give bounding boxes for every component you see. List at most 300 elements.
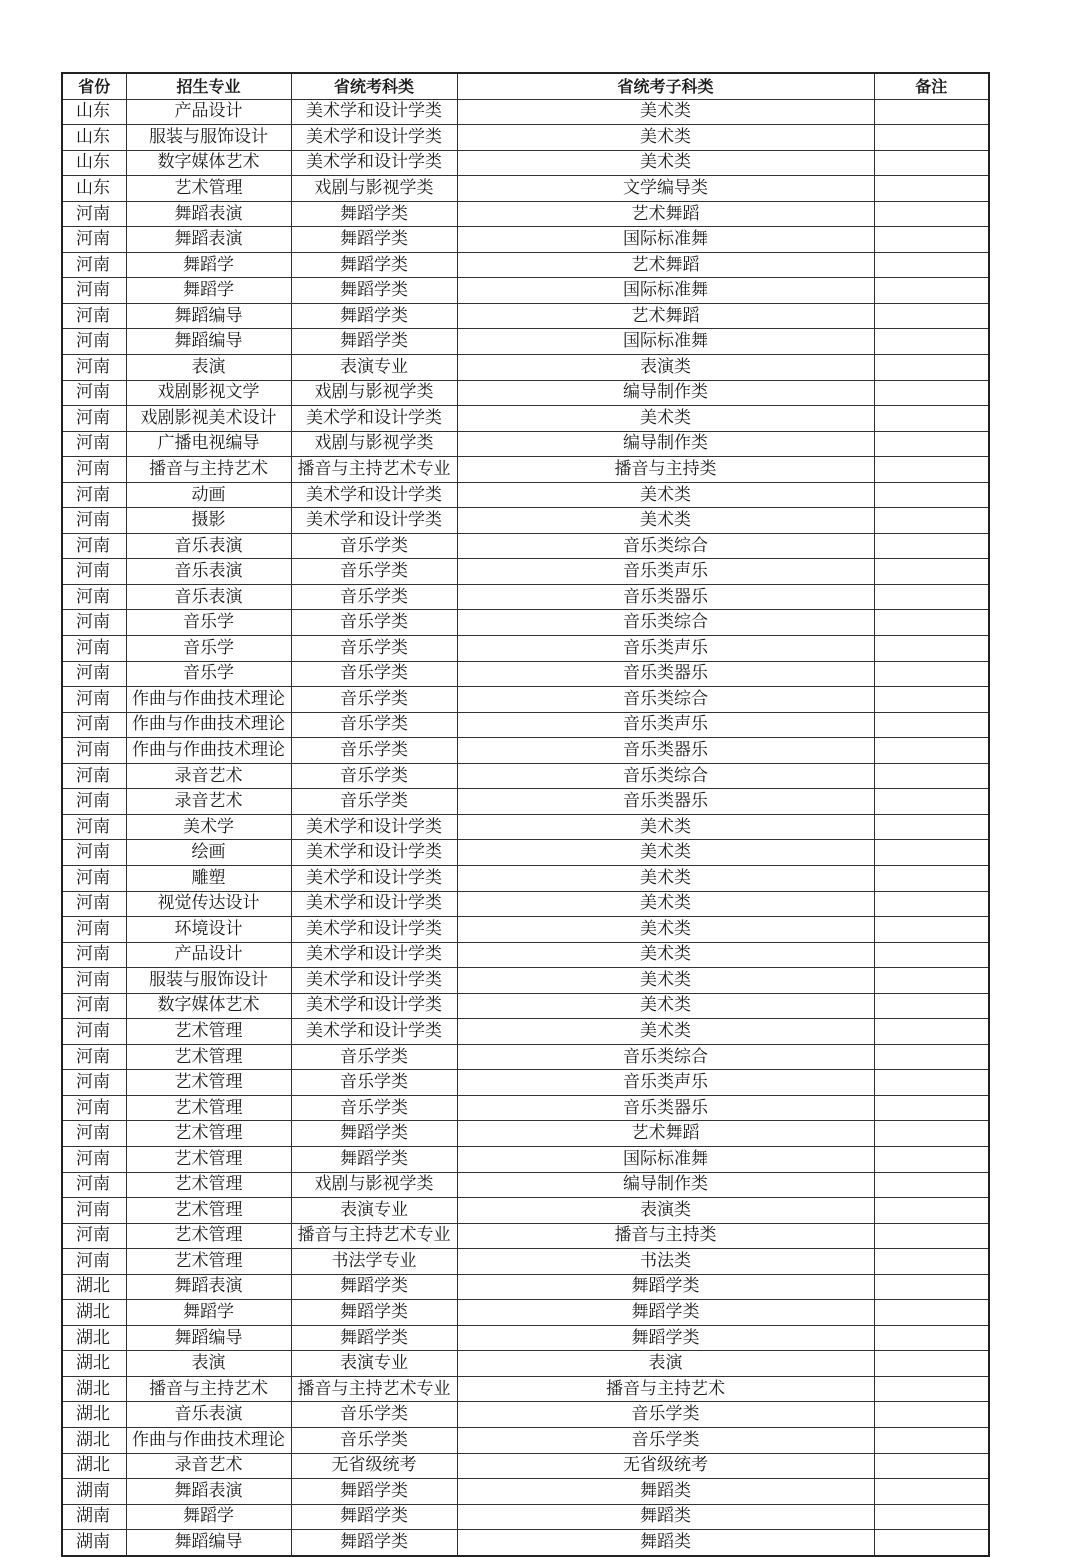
major-cell: 舞蹈表演 (126, 1479, 291, 1505)
exam-category-cell: 表演专业 (291, 1351, 457, 1377)
exam-category-cell: 戏剧与影视学类 (291, 431, 457, 457)
remarks-cell (874, 610, 989, 636)
exam-category-cell: 舞蹈学类 (291, 303, 457, 329)
exam-category-cell: 美术学和设计学类 (291, 814, 457, 840)
exam-subcategory-cell: 美术类 (457, 150, 874, 176)
exam-category-cell: 美术学和设计学类 (291, 482, 457, 508)
table-row (62, 917, 989, 943)
major-cell: 艺术管理 (126, 176, 291, 202)
table-row (62, 712, 989, 738)
remarks-cell (874, 891, 989, 917)
table-row (62, 457, 989, 483)
province-cell: 河南 (62, 252, 126, 278)
remarks-cell (874, 738, 989, 764)
table-row (62, 303, 989, 329)
major-cell: 音乐学 (126, 661, 291, 687)
table-row (62, 1070, 989, 1096)
province-cell: 河南 (62, 533, 126, 559)
major-cell: 作曲与作曲技术理论 (126, 1427, 291, 1453)
exam-subcategory-cell: 国际标准舞 (457, 227, 874, 253)
remarks-cell (874, 917, 989, 943)
exam-subcategory-cell: 音乐类器乐 (457, 789, 874, 815)
remarks-cell (874, 508, 989, 534)
exam-category-cell: 音乐学类 (291, 712, 457, 738)
table-row (62, 1198, 989, 1224)
province-cell: 河南 (62, 687, 126, 713)
remarks-cell (874, 840, 989, 866)
province-cell: 河南 (62, 1223, 126, 1249)
major-cell: 戏剧影视美术设计 (126, 406, 291, 432)
province-cell: 山东 (62, 99, 126, 125)
province-cell: 河南 (62, 891, 126, 917)
major-cell: 绘画 (126, 840, 291, 866)
exam-subcategory-cell: 美术类 (457, 942, 874, 968)
remarks-cell (874, 1427, 989, 1453)
table-row (62, 431, 989, 457)
table-row (62, 968, 989, 994)
remarks-cell (874, 278, 989, 304)
remarks-cell (874, 1453, 989, 1479)
header-major: 招生专业 (126, 73, 291, 99)
table-row (62, 610, 989, 636)
exam-category-cell: 舞蹈学类 (291, 1300, 457, 1326)
exam-subcategory-cell: 书法类 (457, 1249, 874, 1275)
table-row (62, 1479, 989, 1505)
major-cell: 美术学 (126, 814, 291, 840)
remarks-cell (874, 1325, 989, 1351)
remarks-cell (874, 482, 989, 508)
table-row (62, 278, 989, 304)
exam-category-cell: 舞蹈学类 (291, 1121, 457, 1147)
exam-subcategory-cell: 编导制作类 (457, 380, 874, 406)
header-province: 省份 (62, 73, 126, 99)
table-row (62, 559, 989, 585)
major-cell: 舞蹈编导 (126, 329, 291, 355)
exam-category-cell: 舞蹈学类 (291, 1479, 457, 1505)
province-cell: 湖北 (62, 1325, 126, 1351)
remarks-cell (874, 380, 989, 406)
exam-subcategory-cell: 美术类 (457, 508, 874, 534)
major-cell: 舞蹈编导 (126, 1530, 291, 1556)
major-cell: 作曲与作曲技术理论 (126, 712, 291, 738)
exam-category-cell: 音乐学类 (291, 1070, 457, 1096)
province-cell: 河南 (62, 1121, 126, 1147)
exam-category-cell: 音乐学类 (291, 636, 457, 662)
table-row (62, 738, 989, 764)
province-cell: 河南 (62, 1146, 126, 1172)
remarks-cell (874, 687, 989, 713)
table-row (62, 201, 989, 227)
province-cell: 河南 (62, 201, 126, 227)
exam-category-cell: 播音与主持艺术专业 (291, 1376, 457, 1402)
exam-subcategory-cell: 舞蹈类 (457, 1479, 874, 1505)
major-cell: 艺术管理 (126, 1172, 291, 1198)
exam-category-cell: 播音与主持艺术专业 (291, 457, 457, 483)
table-row (62, 636, 989, 662)
exam-category-cell: 美术学和设计学类 (291, 942, 457, 968)
major-cell: 舞蹈学 (126, 1300, 291, 1326)
remarks-cell (874, 661, 989, 687)
major-cell: 艺术管理 (126, 1044, 291, 1070)
exam-category-cell: 舞蹈学类 (291, 1504, 457, 1530)
major-cell: 数字媒体艺术 (126, 993, 291, 1019)
province-cell: 河南 (62, 584, 126, 610)
major-cell: 产品设计 (126, 942, 291, 968)
remarks-cell (874, 431, 989, 457)
exam-subcategory-cell: 艺术舞蹈 (457, 1121, 874, 1147)
province-cell: 河南 (62, 303, 126, 329)
exam-subcategory-cell: 美术类 (457, 917, 874, 943)
major-cell: 舞蹈编导 (126, 1325, 291, 1351)
remarks-cell (874, 1274, 989, 1300)
exam-category-cell: 美术学和设计学类 (291, 865, 457, 891)
table-row (62, 814, 989, 840)
remarks-cell (874, 636, 989, 662)
remarks-cell (874, 1198, 989, 1224)
table-row (62, 687, 989, 713)
major-cell: 舞蹈表演 (126, 1274, 291, 1300)
province-cell: 湖北 (62, 1351, 126, 1377)
exam-category-cell: 美术学和设计学类 (291, 840, 457, 866)
province-cell: 山东 (62, 176, 126, 202)
exam-category-cell: 无省级统考 (291, 1453, 457, 1479)
table-row (62, 942, 989, 968)
exam-subcategory-cell: 美术类 (457, 865, 874, 891)
remarks-cell (874, 993, 989, 1019)
remarks-cell (874, 1070, 989, 1096)
major-cell: 表演 (126, 355, 291, 381)
remarks-cell (874, 150, 989, 176)
table-row (62, 482, 989, 508)
province-cell: 河南 (62, 380, 126, 406)
province-cell: 山东 (62, 150, 126, 176)
exam-subcategory-cell: 舞蹈学类 (457, 1274, 874, 1300)
major-cell: 音乐表演 (126, 1402, 291, 1428)
province-cell: 河南 (62, 355, 126, 381)
province-cell: 河南 (62, 1019, 126, 1045)
remarks-cell (874, 1095, 989, 1121)
exam-category-cell: 舞蹈学类 (291, 201, 457, 227)
table-row (62, 406, 989, 432)
exam-category-cell: 美术学和设计学类 (291, 968, 457, 994)
exam-category-cell: 音乐学类 (291, 763, 457, 789)
exam-subcategory-cell: 美术类 (457, 968, 874, 994)
header-exam-subcategory: 省统考子科类 (457, 73, 874, 99)
major-cell: 摄影 (126, 508, 291, 534)
remarks-cell (874, 201, 989, 227)
exam-category-cell: 舞蹈学类 (291, 1530, 457, 1556)
exam-subcategory-cell: 美术类 (457, 406, 874, 432)
table-row (62, 1427, 989, 1453)
remarks-cell (874, 457, 989, 483)
exam-subcategory-cell: 美术类 (457, 125, 874, 151)
province-cell: 河南 (62, 227, 126, 253)
exam-subcategory-cell: 美术类 (457, 482, 874, 508)
exam-category-cell: 舞蹈学类 (291, 278, 457, 304)
remarks-cell (874, 763, 989, 789)
remarks-cell (874, 176, 989, 202)
table-row (62, 993, 989, 1019)
province-cell: 河南 (62, 559, 126, 585)
table-row (62, 150, 989, 176)
major-cell: 播音与主持艺术 (126, 457, 291, 483)
major-cell: 艺术管理 (126, 1146, 291, 1172)
exam-category-cell: 音乐学类 (291, 789, 457, 815)
major-cell: 作曲与作曲技术理论 (126, 738, 291, 764)
table-row (62, 1300, 989, 1326)
exam-category-cell: 音乐学类 (291, 533, 457, 559)
province-cell: 河南 (62, 738, 126, 764)
table-row (62, 1121, 989, 1147)
exam-subcategory-cell: 表演类 (457, 1198, 874, 1224)
table-row (62, 1402, 989, 1428)
province-cell: 湖南 (62, 1530, 126, 1556)
remarks-cell (874, 559, 989, 585)
exam-category-cell: 美术学和设计学类 (291, 891, 457, 917)
province-cell: 河南 (62, 763, 126, 789)
province-cell: 河南 (62, 1044, 126, 1070)
remarks-cell (874, 329, 989, 355)
remarks-cell (874, 942, 989, 968)
exam-subcategory-cell: 音乐类器乐 (457, 584, 874, 610)
remarks-cell (874, 355, 989, 381)
major-cell: 数字媒体艺术 (126, 150, 291, 176)
province-cell: 湖北 (62, 1427, 126, 1453)
exam-subcategory-cell: 舞蹈学类 (457, 1300, 874, 1326)
exam-category-cell: 美术学和设计学类 (291, 508, 457, 534)
table-row (62, 380, 989, 406)
table-row (62, 1095, 989, 1121)
table-row (62, 584, 989, 610)
remarks-cell (874, 252, 989, 278)
header-exam-category: 省统考科类 (291, 73, 457, 99)
major-cell: 艺术管理 (126, 1095, 291, 1121)
major-cell: 音乐表演 (126, 559, 291, 585)
exam-category-cell: 音乐学类 (291, 1095, 457, 1121)
exam-category-cell: 舞蹈学类 (291, 1325, 457, 1351)
province-cell: 河南 (62, 457, 126, 483)
exam-category-cell: 戏剧与影视学类 (291, 1172, 457, 1198)
exam-subcategory-cell: 音乐类综合 (457, 1044, 874, 1070)
major-cell: 广播电视编导 (126, 431, 291, 457)
province-cell: 山东 (62, 125, 126, 151)
province-cell: 河南 (62, 789, 126, 815)
table-header (62, 73, 989, 99)
major-cell: 表演 (126, 1351, 291, 1377)
exam-subcategory-cell: 美术类 (457, 993, 874, 1019)
province-cell: 河南 (62, 636, 126, 662)
exam-subcategory-cell: 音乐类器乐 (457, 661, 874, 687)
province-cell: 河南 (62, 508, 126, 534)
province-cell: 湖北 (62, 1274, 126, 1300)
table-row (62, 1146, 989, 1172)
major-cell: 舞蹈表演 (126, 201, 291, 227)
major-cell: 音乐学 (126, 610, 291, 636)
remarks-cell (874, 968, 989, 994)
table-row (62, 227, 989, 253)
remarks-cell (874, 1019, 989, 1045)
province-cell: 河南 (62, 1198, 126, 1224)
province-cell: 河南 (62, 329, 126, 355)
major-cell: 录音艺术 (126, 789, 291, 815)
exam-category-cell: 舞蹈学类 (291, 329, 457, 355)
table-row (62, 661, 989, 687)
exam-subcategory-cell: 舞蹈学类 (457, 1325, 874, 1351)
major-cell: 音乐表演 (126, 533, 291, 559)
table-row (62, 1351, 989, 1377)
remarks-cell (874, 1172, 989, 1198)
remarks-cell (874, 1351, 989, 1377)
exam-category-cell: 美术学和设计学类 (291, 125, 457, 151)
remarks-cell (874, 814, 989, 840)
exam-subcategory-cell: 表演类 (457, 355, 874, 381)
exam-category-cell: 美术学和设计学类 (291, 1019, 457, 1045)
exam-subcategory-cell: 美术类 (457, 99, 874, 125)
exam-category-cell: 表演专业 (291, 355, 457, 381)
exam-subcategory-cell: 国际标准舞 (457, 278, 874, 304)
exam-subcategory-cell: 音乐类器乐 (457, 1095, 874, 1121)
remarks-cell (874, 1376, 989, 1402)
exam-subcategory-cell: 表演 (457, 1351, 874, 1377)
exam-category-cell: 音乐学类 (291, 584, 457, 610)
exam-category-cell: 音乐学类 (291, 661, 457, 687)
remarks-cell (874, 406, 989, 432)
province-cell: 河南 (62, 712, 126, 738)
table-row (62, 763, 989, 789)
table-row (62, 1325, 989, 1351)
remarks-cell (874, 533, 989, 559)
remarks-cell (874, 125, 989, 151)
remarks-cell (874, 1300, 989, 1326)
province-cell: 河南 (62, 610, 126, 636)
exam-category-cell: 播音与主持艺术专业 (291, 1223, 457, 1249)
exam-subcategory-cell: 艺术舞蹈 (457, 303, 874, 329)
exam-subcategory-cell: 美术类 (457, 840, 874, 866)
exam-subcategory-cell: 音乐类器乐 (457, 738, 874, 764)
province-cell: 河南 (62, 1249, 126, 1275)
table-row (62, 99, 989, 125)
exam-category-cell: 表演专业 (291, 1198, 457, 1224)
major-cell: 戏剧影视文学 (126, 380, 291, 406)
exam-subcategory-cell: 国际标准舞 (457, 329, 874, 355)
exam-subcategory-cell: 音乐学类 (457, 1427, 874, 1453)
remarks-cell (874, 865, 989, 891)
province-cell: 湖北 (62, 1402, 126, 1428)
table-row (62, 176, 989, 202)
table-row (62, 1376, 989, 1402)
table-row (62, 1019, 989, 1045)
major-cell: 作曲与作曲技术理论 (126, 687, 291, 713)
province-cell: 湖北 (62, 1300, 126, 1326)
table-row (62, 789, 989, 815)
remarks-cell (874, 227, 989, 253)
province-cell: 河南 (62, 942, 126, 968)
table-row (62, 1274, 989, 1300)
remarks-cell (874, 99, 989, 125)
major-cell: 录音艺术 (126, 763, 291, 789)
table-row (62, 865, 989, 891)
major-cell: 环境设计 (126, 917, 291, 943)
remarks-cell (874, 584, 989, 610)
table-row (62, 1223, 989, 1249)
major-cell: 艺术管理 (126, 1019, 291, 1045)
exam-category-cell: 舞蹈学类 (291, 252, 457, 278)
table-row (62, 840, 989, 866)
exam-subcategory-cell: 无省级统考 (457, 1453, 874, 1479)
admissions-table (61, 72, 990, 1557)
exam-category-cell: 书法学专业 (291, 1249, 457, 1275)
table-row (62, 1172, 989, 1198)
major-cell: 雕塑 (126, 865, 291, 891)
remarks-cell (874, 1530, 989, 1556)
exam-subcategory-cell: 音乐类综合 (457, 763, 874, 789)
province-cell: 河南 (62, 840, 126, 866)
major-cell: 录音艺术 (126, 1453, 291, 1479)
remarks-cell (874, 1223, 989, 1249)
remarks-cell (874, 1479, 989, 1505)
province-cell: 湖北 (62, 1453, 126, 1479)
table-row (62, 355, 989, 381)
exam-category-cell: 音乐学类 (291, 738, 457, 764)
table-row (62, 1453, 989, 1479)
header-row (62, 73, 989, 99)
exam-category-cell: 音乐学类 (291, 687, 457, 713)
remarks-cell (874, 1249, 989, 1275)
major-cell: 音乐表演 (126, 584, 291, 610)
major-cell: 动画 (126, 482, 291, 508)
exam-subcategory-cell: 国际标准舞 (457, 1146, 874, 1172)
province-cell: 河南 (62, 1172, 126, 1198)
exam-subcategory-cell: 音乐类综合 (457, 533, 874, 559)
major-cell: 舞蹈编导 (126, 303, 291, 329)
major-cell: 艺术管理 (126, 1249, 291, 1275)
remarks-cell (874, 1121, 989, 1147)
province-cell: 河南 (62, 278, 126, 304)
province-cell: 湖南 (62, 1479, 126, 1505)
exam-category-cell: 音乐学类 (291, 559, 457, 585)
exam-subcategory-cell: 播音与主持类 (457, 1223, 874, 1249)
province-cell: 河南 (62, 1070, 126, 1096)
major-cell: 产品设计 (126, 99, 291, 125)
exam-category-cell: 音乐学类 (291, 1402, 457, 1428)
exam-category-cell: 舞蹈学类 (291, 1146, 457, 1172)
table-row (62, 1530, 989, 1556)
exam-category-cell: 戏剧与影视学类 (291, 380, 457, 406)
major-cell: 舞蹈学 (126, 252, 291, 278)
exam-category-cell: 音乐学类 (291, 1044, 457, 1070)
province-cell: 河南 (62, 482, 126, 508)
exam-category-cell: 音乐学类 (291, 610, 457, 636)
major-cell: 艺术管理 (126, 1198, 291, 1224)
exam-subcategory-cell: 音乐类综合 (457, 610, 874, 636)
table-row (62, 329, 989, 355)
exam-subcategory-cell: 音乐类声乐 (457, 712, 874, 738)
exam-subcategory-cell: 音乐类声乐 (457, 636, 874, 662)
exam-category-cell: 舞蹈学类 (291, 1274, 457, 1300)
table-row (62, 1249, 989, 1275)
remarks-cell (874, 1146, 989, 1172)
major-cell: 艺术管理 (126, 1121, 291, 1147)
major-cell: 艺术管理 (126, 1070, 291, 1096)
province-cell: 湖南 (62, 1504, 126, 1530)
exam-subcategory-cell: 美术类 (457, 814, 874, 840)
major-cell: 舞蹈表演 (126, 227, 291, 253)
exam-category-cell: 美术学和设计学类 (291, 993, 457, 1019)
table-row (62, 508, 989, 534)
table-row (62, 533, 989, 559)
province-cell: 河南 (62, 431, 126, 457)
exam-subcategory-cell: 美术类 (457, 891, 874, 917)
